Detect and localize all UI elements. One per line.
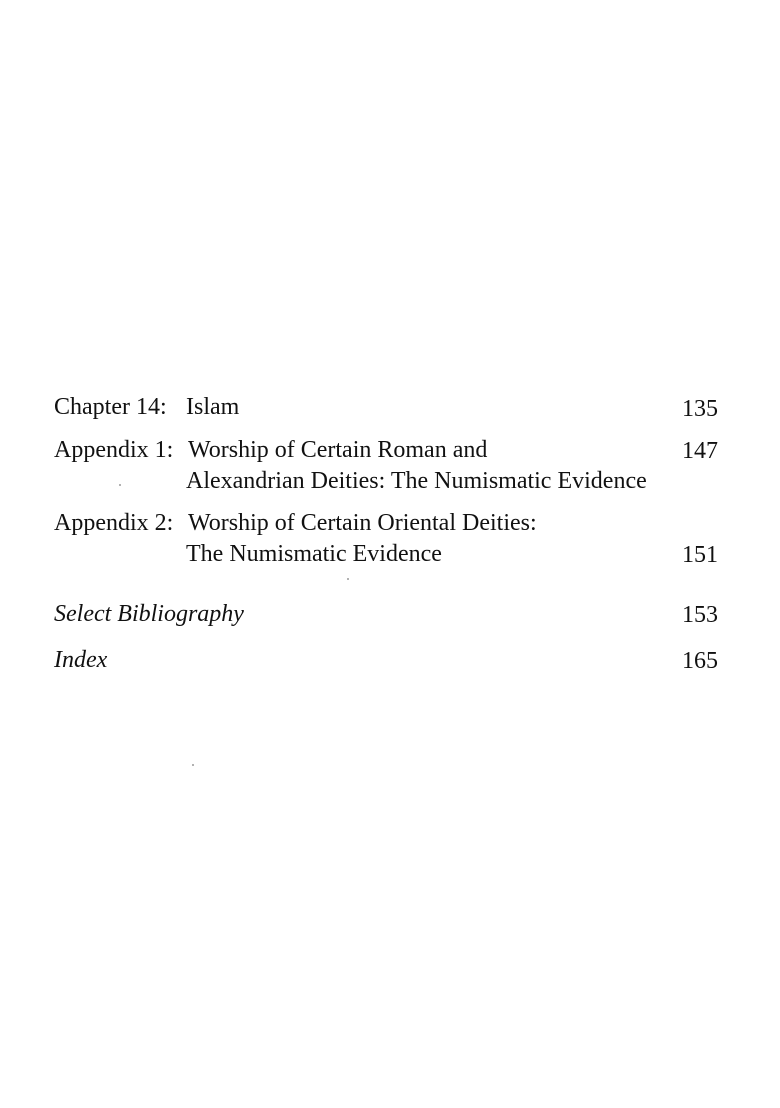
scan-speck <box>347 578 349 580</box>
toc-entry-title: Worship of Certain Oriental Deities: <box>188 510 537 536</box>
toc-entry-title-continuation: Alexandrian Deities: The Numismatic Evidence <box>186 468 647 494</box>
scan-speck <box>192 764 194 766</box>
toc-entry-page: 165 <box>682 648 718 674</box>
toc-entry-label: Appendix 2: <box>54 510 174 536</box>
toc-entry-title: Islam <box>186 394 240 420</box>
toc-entry-page: 147 <box>682 438 718 464</box>
toc-entry-label: Select Bibliography <box>54 601 244 627</box>
toc-entry-page: 153 <box>682 602 718 628</box>
toc-entry-page: 135 <box>682 396 718 422</box>
toc-entry-label: Index <box>54 647 108 673</box>
toc-entry-title-continuation: The Numismatic Evidence <box>186 541 442 567</box>
toc-entry-page: 151 <box>682 542 718 568</box>
scan-speck <box>119 484 121 486</box>
toc-entry-title: Worship of Certain Roman and <box>188 437 488 463</box>
toc-entry-label: Chapter 14: <box>54 394 167 420</box>
toc-entry-label: Appendix 1: <box>54 437 174 463</box>
